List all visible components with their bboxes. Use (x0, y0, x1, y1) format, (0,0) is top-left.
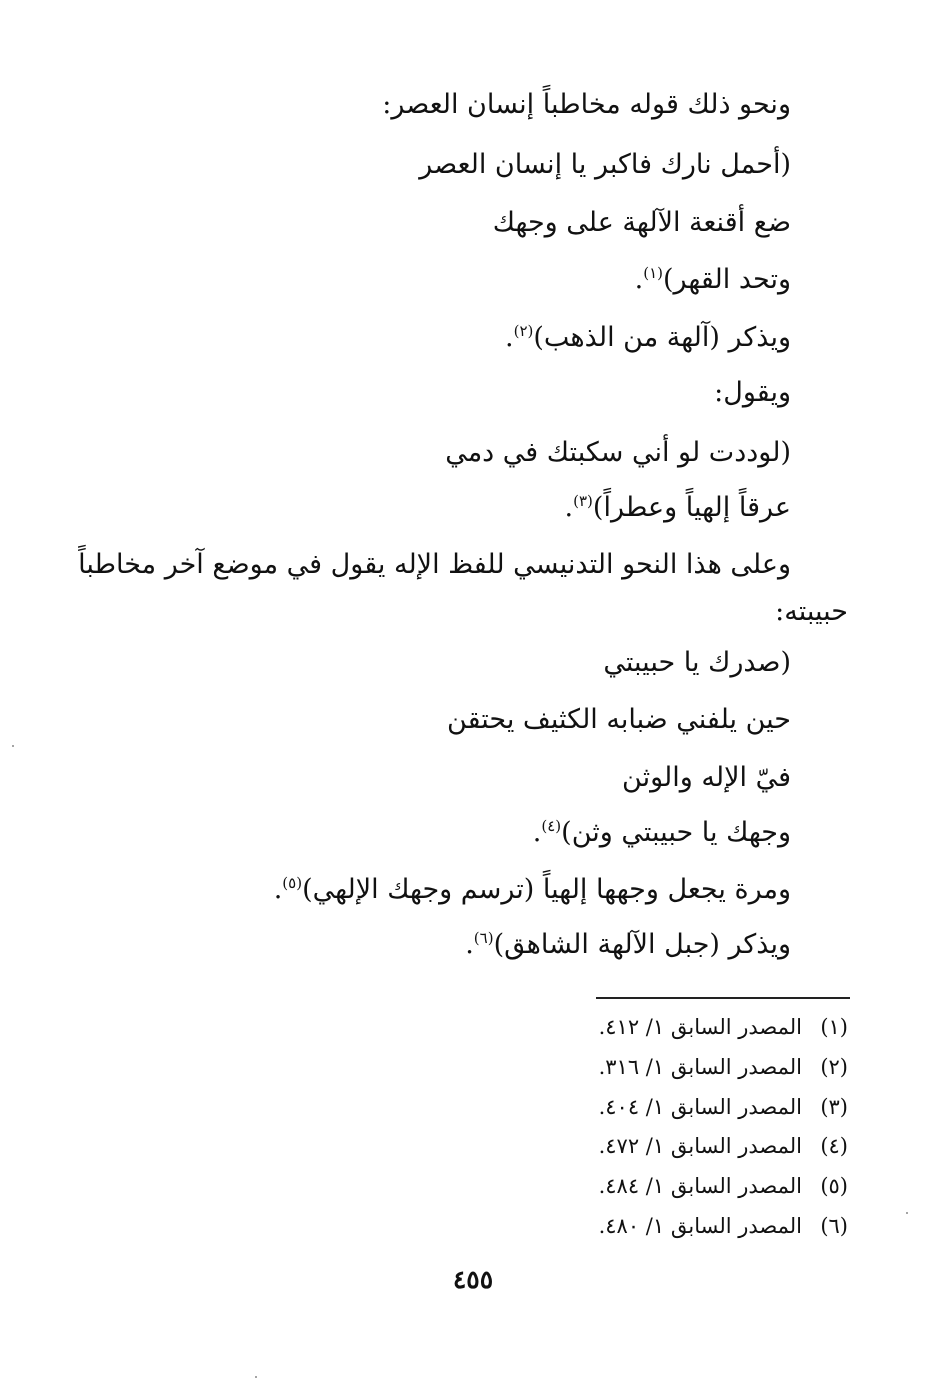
body-line-6-text: ويقول: (714, 377, 791, 408)
body-line-6 (714, 373, 791, 413)
footnote-separator (596, 997, 850, 999)
body-line-5-text: ويذكر (آلهة من الذهب) (533, 322, 791, 353)
footnote-3 (599, 1092, 848, 1122)
footnote-3-number: (٣) (820, 1095, 848, 1119)
footnote-6-number: (٦) (820, 1214, 848, 1238)
footnote-2-text: المصدر السابق ١/ ٣١٦. (598, 1055, 802, 1079)
footnote-1 (599, 1012, 848, 1042)
scan-speck (255, 1376, 257, 1378)
body-line-11-text: (صدرك يا حبيبتي (603, 647, 791, 678)
footnote-ref-2: (٢) (513, 322, 534, 340)
body-line-12 (447, 700, 791, 740)
footnote-ref-3: (٣) (573, 492, 593, 510)
scan-speck (906, 1212, 908, 1214)
body-line-14-period: . (532, 817, 542, 848)
footnote-6 (599, 1211, 848, 1241)
footnote-4-text: المصدر السابق ١/ ٤٧٢. (598, 1134, 802, 1158)
footnote-ref-1: (١) (643, 264, 663, 282)
body-line-16 (465, 925, 791, 965)
footnote-5 (599, 1171, 848, 1201)
body-line-15-period: . (273, 874, 283, 905)
body-line-2 (419, 145, 791, 185)
body-line-3-text: ضع أقنعة الآلهة على وجهك (492, 207, 791, 238)
footnote-ref-6: (٦) (473, 929, 494, 947)
body-line-15 (274, 870, 791, 910)
footnote-5-number: (٥) (820, 1174, 848, 1198)
body-line-11 (603, 643, 791, 683)
body-line-8-text: عرقاً إلهياً وعطراً) (592, 492, 791, 523)
footnote-4-number: (٤) (820, 1134, 848, 1158)
body-line-3 (493, 203, 791, 243)
body-line-5 (505, 318, 791, 358)
body-line-1-text: ونحو ذلك قوله مخاطباً إنسان العصر: (382, 89, 791, 120)
footnote-5-text: المصدر السابق ١/ ٤٨٤. (598, 1174, 802, 1198)
body-line-14 (533, 813, 791, 853)
footnote-2 (599, 1052, 848, 1082)
body-line-15-text: ومرة يجعل وجهها إلهياً (ترسم وجهك الإلهي) (302, 874, 791, 905)
body-line-13-text: فيّ الإله والوثن (622, 762, 791, 793)
body-line-4-period: . (634, 264, 644, 295)
body-line-8-period: . (564, 492, 574, 523)
body-line-7-text: (لوددت لو أني سكبتك في دمي (445, 437, 791, 468)
body-line-4-text: وتحد القهر) (663, 264, 791, 295)
body-line-8 (565, 488, 791, 528)
footnote-4 (599, 1131, 848, 1161)
footnote-6-text: المصدر السابق ١/ ٤٨٠. (598, 1214, 802, 1238)
footnote-ref-5: (٥) (282, 874, 303, 892)
footnote-1-number: (١) (820, 1015, 848, 1039)
body-line-1 (382, 85, 791, 125)
footnote-3-text: المصدر السابق ١/ ٤٠٤. (598, 1095, 802, 1119)
page-number: ٤٥٥ (452, 1265, 494, 1294)
body-line-13 (622, 758, 791, 798)
body-line-9-text: وعلى هذا النحو التدنيسي للفظ الإله يقول في موضع آخر مخاطباً (78, 549, 791, 580)
body-line-9 (78, 545, 791, 585)
body-line-16-period: . (465, 929, 474, 960)
footnote-1-text: المصدر السابق ١/ ٤١٢. (598, 1015, 802, 1039)
body-line-14-text: وجهك يا حبيبتي وثن) (561, 817, 791, 848)
body-line-5-period: . (505, 322, 514, 353)
body-line-16-text: ويذكر (جبل الآلهة الشاهق) (493, 929, 791, 960)
body-line-10-text: حبيبته: (775, 596, 848, 627)
body-line-7 (445, 433, 791, 473)
body-line-12-text: حين يلفني ضبابه الكثيف يحتقن (447, 704, 791, 735)
scan-speck (12, 745, 14, 747)
footnote-2-number: (٢) (820, 1055, 848, 1079)
body-line-10 (775, 592, 848, 632)
body-line-4 (635, 260, 791, 300)
body-line-2-text: (أحمل نارك فاكبر يا إنسان العصر (419, 149, 791, 180)
footnote-ref-4: (٤) (541, 817, 562, 835)
